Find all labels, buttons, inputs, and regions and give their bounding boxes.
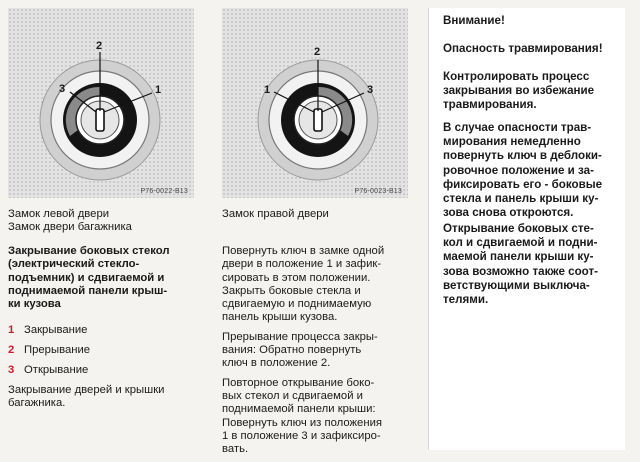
warning-line: фиксировать его - боковые bbox=[443, 177, 603, 191]
warning-title: Внимание! bbox=[443, 14, 505, 27]
instruction-paragraph bbox=[222, 245, 418, 325]
text-line: вых стекол и сдвигаемой и bbox=[222, 389, 363, 402]
heading-line: поднимаемой панели крыш- bbox=[8, 284, 168, 297]
note-line: Закрывание дверей и крышки bbox=[8, 384, 165, 396]
warning-line: стекла и панель крыши ку- bbox=[443, 192, 599, 206]
instruction-paragraph bbox=[222, 331, 418, 371]
callout-2-left: 2 bbox=[96, 40, 103, 52]
warning-line: Контролировать процесс bbox=[443, 70, 590, 83]
warning-line: ровочное положение и за- bbox=[443, 163, 594, 177]
legend-number: 2 bbox=[8, 344, 15, 356]
heading-line: Закрывание боковых стекол bbox=[8, 245, 170, 257]
legend-item bbox=[8, 364, 198, 384]
callout-2-right: 2 bbox=[314, 46, 321, 58]
text-line: двери в положение 1 и зафик- bbox=[222, 258, 382, 271]
heading-line: подъемник) и сдвигаемой и bbox=[8, 271, 165, 284]
closing-note bbox=[8, 384, 206, 411]
legend-item bbox=[8, 344, 198, 364]
text-line: сировать в этом положении. bbox=[222, 271, 371, 284]
legend-label: Закрывание bbox=[24, 324, 88, 336]
text-line: Прерывание процесса закры- bbox=[222, 330, 378, 343]
legend-number: 1 bbox=[8, 324, 15, 336]
text-line: Повторное открывание боко- bbox=[222, 376, 375, 389]
instruction-paragraph bbox=[222, 377, 418, 457]
figure-code-left: P76-0022-B13 bbox=[140, 188, 188, 195]
left-door-lock-figure bbox=[8, 8, 194, 198]
warning-line: зова возможно также соот- bbox=[443, 264, 598, 278]
text-line: сдвигаемую и поднимаемую bbox=[222, 298, 372, 311]
right-figure-caption: Замок правой двери bbox=[222, 208, 329, 220]
heading-line: (электрический стекло- bbox=[8, 258, 140, 271]
text-line: поднимаемой панели крыши: bbox=[222, 403, 376, 416]
text-line: ключ в положение 2. bbox=[222, 357, 331, 370]
callout-1-left: 1 bbox=[155, 84, 162, 96]
warning-line: Открывание боковых сте- bbox=[443, 222, 594, 235]
legend-number: 3 bbox=[8, 364, 15, 376]
warning-line: телями. bbox=[443, 293, 489, 307]
instructions-column bbox=[222, 245, 418, 462]
position-legend bbox=[8, 324, 198, 384]
warning-box bbox=[428, 8, 625, 450]
warning-paragraph bbox=[443, 70, 623, 113]
warning-line: кол и сдвигаемой и подни- bbox=[443, 236, 598, 250]
warning-line: ветствующими выключа- bbox=[443, 278, 590, 292]
warning-line: закрывания во избежание bbox=[443, 84, 595, 98]
text-line: 1 в положение 3 и зафиксиро- bbox=[222, 429, 381, 442]
text-line: Повернуть ключ в замке одной bbox=[222, 245, 385, 257]
warning-line: зова снова откроются. bbox=[443, 206, 574, 220]
warning-line: травмирования. bbox=[443, 98, 537, 112]
text-line: панель крыши кузова. bbox=[222, 311, 338, 324]
warning-line: повернуть ключ в деблоки- bbox=[443, 149, 602, 163]
warning-line: В случае опасности трав- bbox=[443, 121, 592, 134]
warning-line: маемой панели крыши ку- bbox=[443, 250, 594, 264]
text-line: Повернуть ключ из положения bbox=[222, 416, 382, 429]
legend-item bbox=[8, 324, 198, 344]
lock-cylinder-illustration-left bbox=[8, 8, 194, 198]
callout-3-right: 3 bbox=[367, 84, 374, 96]
text-line: вать. bbox=[222, 443, 249, 456]
left-figure-caption bbox=[8, 208, 208, 235]
note-line: багажника. bbox=[8, 397, 66, 410]
legend-label: Открывание bbox=[24, 364, 89, 376]
heading-line: ки кузова bbox=[8, 298, 61, 311]
text-line: Закрыть боковые стекла и bbox=[222, 284, 361, 297]
caption-line: Замок двери багажника bbox=[8, 221, 132, 234]
callout-1-right: 1 bbox=[264, 84, 271, 96]
warning-line: мирования немедленно bbox=[443, 135, 581, 149]
figure-code-right: P76-0023-B13 bbox=[354, 188, 402, 195]
right-door-lock-figure bbox=[222, 8, 408, 198]
warning-subtitle: Опасность травмирования! bbox=[443, 42, 603, 55]
text-line: вания: Обратно повернуть bbox=[222, 344, 362, 357]
callout-3-left: 3 bbox=[59, 83, 66, 95]
warning-paragraph bbox=[443, 222, 623, 307]
caption-line: Замок левой двери bbox=[8, 208, 110, 220]
legend-label: Прерывание bbox=[24, 344, 91, 356]
section-heading bbox=[8, 245, 206, 311]
warning-paragraph bbox=[443, 121, 623, 220]
lock-cylinder-illustration-right bbox=[222, 8, 408, 198]
